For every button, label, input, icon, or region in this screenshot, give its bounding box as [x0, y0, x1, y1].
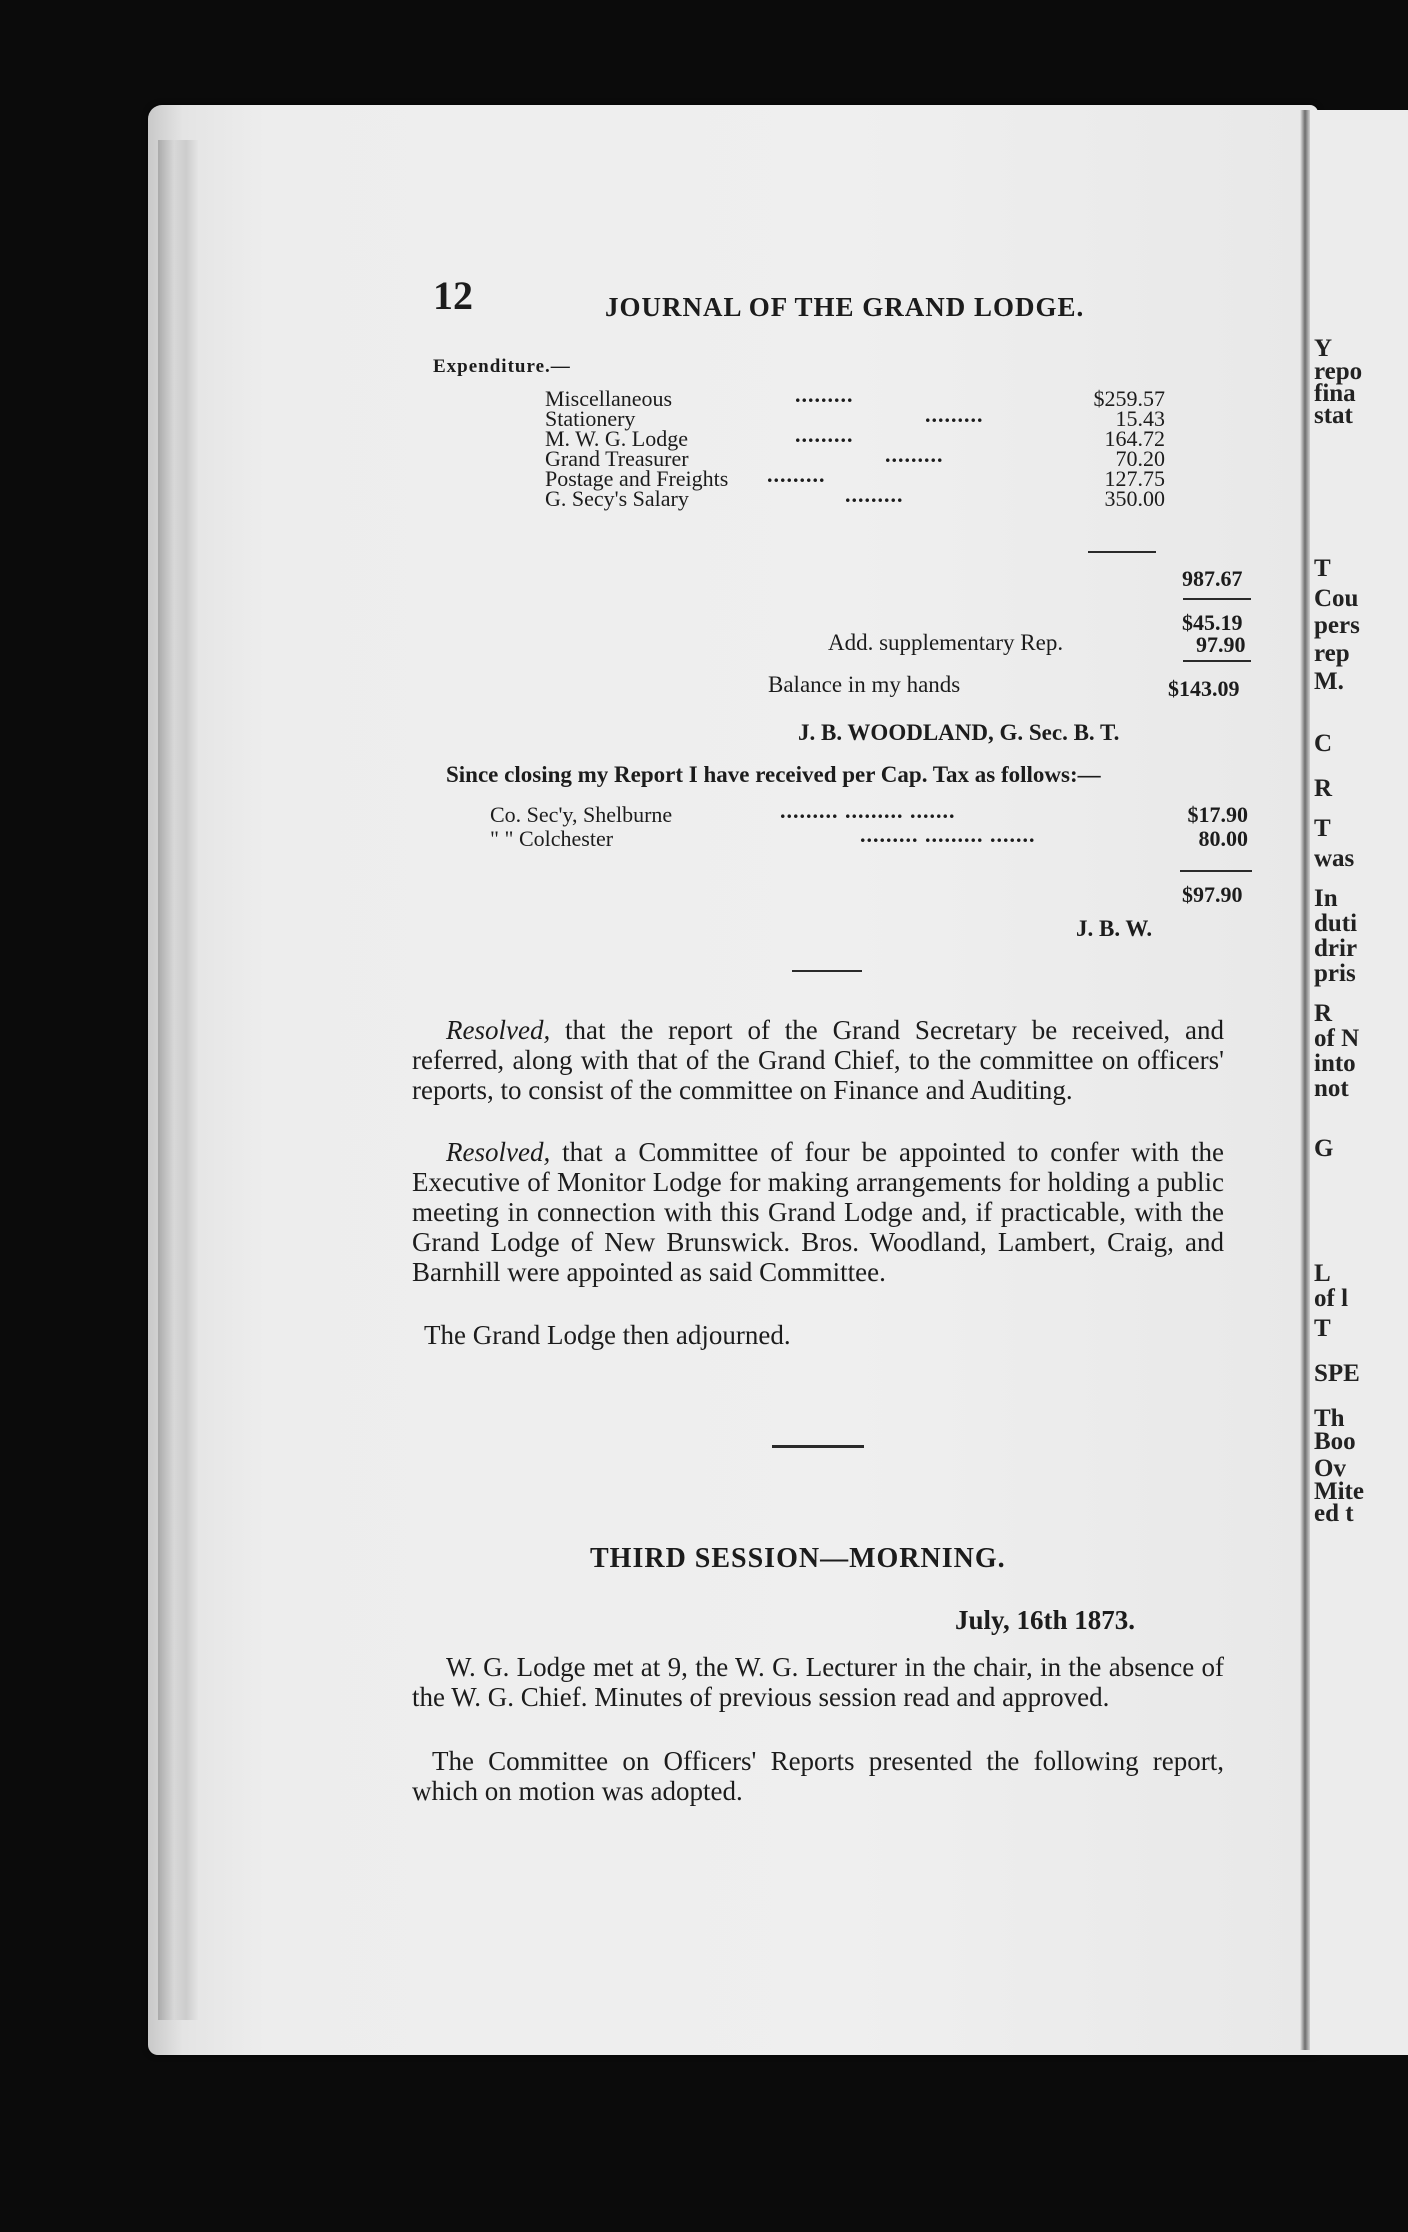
book-gutter [1300, 110, 1310, 2050]
facing-page-text: of l [1314, 1285, 1349, 1312]
sum-rule [1088, 551, 1156, 553]
expenditure-heading: Expenditure.— [433, 356, 571, 377]
facing-page-text: R [1314, 775, 1333, 802]
expenditure-label: M. W. G. Lodge [545, 426, 688, 451]
leader-dots: ......... [767, 462, 826, 487]
expenditure-amount: 164.72 [1104, 426, 1165, 451]
facing-page-text: repo [1314, 358, 1363, 385]
expenditure-row [545, 422, 1165, 451]
expenditure-label: Grand Treasurer [545, 446, 689, 471]
leader-dots: ......... [845, 482, 904, 507]
facing-page-text: was [1314, 845, 1355, 872]
subtotal: $45.19 [1182, 610, 1243, 635]
facing-page-text: stat [1314, 402, 1353, 429]
sum-rule [1183, 598, 1251, 600]
page-edge-shadow [158, 140, 198, 2020]
resolution-2-text: that a Committee of four be appointed to confer with the Executive of Monitor Lodge for making arrangements for holding a public meeting in connection with this Grand Lodge and, if practicable, with the Grand Lodge of New Brunswick. Bros. Woodland, Lambert, Craig, and Barnhill were appointed as said Committee. [412, 1137, 1224, 1287]
resolved-word: Resolved, [446, 1015, 551, 1045]
adjourned-line: The Grand Lodge then adjourned. [424, 1320, 791, 1350]
session-paragraph-2: The Committee on Officers' Reports presented the following report, which on motion was adopted. [412, 1746, 1224, 1806]
facing-page-text: pris [1314, 960, 1356, 987]
resolution-2 [412, 1137, 1224, 1287]
facing-page-text: Cou [1314, 585, 1359, 612]
supplementary-amount: 97.90 [1196, 632, 1246, 657]
sum-rule [1183, 660, 1251, 662]
facing-page-text: R [1314, 1000, 1333, 1027]
facing-page-text: T [1314, 555, 1331, 582]
expenditure-row [545, 382, 1165, 411]
leader-dots: ......... [885, 442, 944, 467]
facing-page-text: C [1314, 730, 1333, 757]
facing-page-text: In [1314, 885, 1338, 912]
page-number: 12 [433, 273, 473, 318]
sum-rule [1180, 870, 1252, 872]
cap-tax-amount: 80.00 [1198, 826, 1248, 851]
expenditure-amount: 127.75 [1104, 466, 1165, 491]
cap-tax-total: $97.90 [1182, 882, 1243, 907]
leader-dots: ......... [925, 402, 984, 427]
leader-dots: ......... [795, 382, 854, 407]
facing-page-text: T [1314, 1315, 1331, 1342]
facing-page-text: L [1314, 1260, 1331, 1287]
session-date: July, 16th 1873. [955, 1605, 1136, 1635]
secretary-signature: J. B. WOODLAND, G. Sec. B. T. [798, 720, 1120, 745]
expenditure-row [545, 442, 1165, 471]
cap-tax-row [490, 798, 1248, 827]
cap-tax-label: Co. Sec'y, Shelburne [490, 802, 673, 827]
leader-dots: ......... ......... ....... [780, 798, 956, 823]
facing-page-text: into [1314, 1050, 1356, 1077]
facing-page-text: G [1314, 1135, 1334, 1162]
facing-page-text: Mite [1314, 1478, 1364, 1505]
facing-page-text: Y [1314, 335, 1333, 362]
section-divider [792, 970, 862, 972]
cap-tax-label: " " Colchester [490, 826, 614, 851]
expenditure-amount: 70.20 [1115, 446, 1165, 471]
expenditure-row [545, 482, 1165, 511]
facing-page-text: rep [1314, 640, 1350, 667]
cap-tax-row [490, 822, 1248, 851]
facing-page-text: fina [1314, 380, 1356, 407]
expenditure-amount: 350.00 [1104, 486, 1165, 511]
resolved-word: Resolved, [446, 1137, 551, 1167]
leader-dots: ......... [795, 422, 854, 447]
facing-page-text: drir [1314, 935, 1358, 962]
balance-amount: $143.09 [1168, 676, 1240, 701]
facing-page-text: ed t [1314, 1500, 1354, 1527]
session-heading: THIRD SESSION—MORNING. [590, 1543, 1006, 1574]
facing-page-text: M. [1314, 668, 1344, 695]
supplementary-label: Add. supplementary Rep. [828, 630, 1064, 655]
facing-page-text: SPE [1314, 1360, 1360, 1387]
facing-page-text: Th [1314, 1405, 1345, 1432]
resolution-1 [412, 1015, 1224, 1105]
cap-tax-amount: $17.90 [1187, 802, 1248, 827]
running-head: JOURNAL OF THE GRAND LODGE. [605, 292, 1085, 322]
initials-signature: J. B. W. [1076, 916, 1153, 941]
facing-page-text: duti [1314, 910, 1358, 937]
section-divider [772, 1445, 864, 1448]
resolution-1-text: that the report of the Grand Secretary be received, and referred, along with that of the Grand Chief, to the committee on officers' reports, to consist of the committee on Finance and Auditing. [412, 1015, 1224, 1105]
facing-page-text: Ov [1314, 1455, 1346, 1482]
facing-page-text: Boo [1314, 1428, 1356, 1455]
expenditure-label: Stationery [545, 406, 636, 431]
session-paragraph-1: W. G. Lodge met at 9, the W. G. Lecturer in the chair, in the absence of the W. G. Chief. Minutes of previous session read and approved. [412, 1652, 1224, 1712]
expenditure-label: Miscellaneous [545, 386, 673, 411]
expenditure-row [545, 402, 1165, 431]
facing-page-text: pers [1314, 612, 1360, 639]
expenditure-amount: $259.57 [1093, 386, 1165, 411]
balance-label: Balance in my hands [768, 672, 961, 697]
expenditure-label: Postage and Freights [545, 466, 729, 491]
facing-page-fragment [1310, 110, 1408, 2055]
cap-tax-intro: Since closing my Report I have received per Cap. Tax as follows:— [446, 762, 1101, 787]
expenditure-label: G. Secy's Salary [545, 486, 689, 511]
expenditure-total: 987.67 [1182, 566, 1243, 591]
facing-page-text: not [1314, 1075, 1349, 1102]
leader-dots: ......... ......... ....... [860, 822, 1036, 847]
expenditure-amount: 15.43 [1115, 406, 1165, 431]
facing-page-text: T [1314, 815, 1331, 842]
facing-page-text: of N [1314, 1025, 1360, 1052]
